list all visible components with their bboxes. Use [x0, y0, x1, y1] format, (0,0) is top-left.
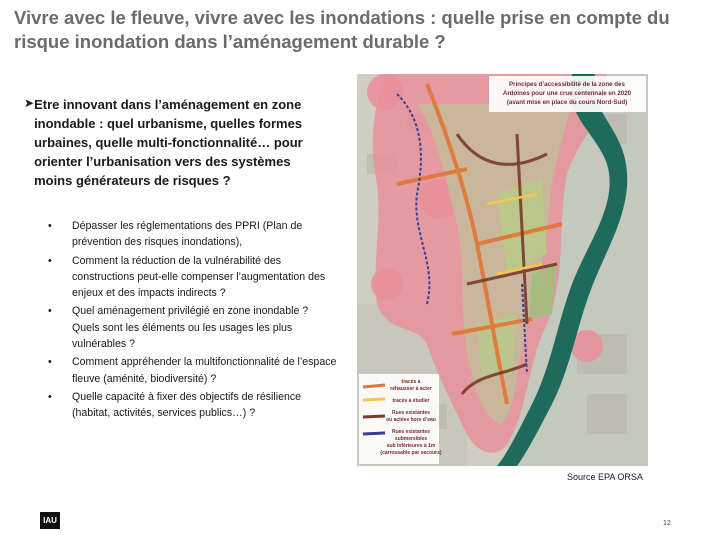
- legend-label: sub inférieures à 1m: [386, 443, 436, 449]
- legend-label: ou actées hors d’eau: [386, 417, 436, 423]
- sub-bullet-list: [48, 218, 338, 424]
- legend-label: tracés à étudier: [392, 398, 430, 404]
- list-item: • Quelle capacité à fixer des objectifs de résilience (habitat, activités, services publics…) ?: [48, 389, 338, 422]
- map-source: Source EPA ORSA: [567, 472, 643, 482]
- main-bullet: [24, 95, 329, 190]
- legend-label: tracés à: [401, 379, 421, 385]
- legend-label: réhausser à acter: [390, 386, 432, 392]
- main-bullet-text: Etre innovant dans l’aménagement en zone inondable : quel urbanisme, quelles formes urbaines, quelle multi-fonctionnalité… pour orienter l’urbanisation vers des systèmes moins générateurs de risques ?: [34, 97, 303, 188]
- bullet-dot-icon: •: [48, 390, 52, 403]
- map-title-line-2: Ardoines pour une crue centennale en 2020: [502, 90, 632, 97]
- list-item: • Dépasser les réglementations des PPRI (Plan de prévention des risques inondations),: [48, 218, 338, 251]
- slide-title: Vivre avec le fleuve, vivre avec les inondations : quelle prise en compte du risque inondation dans l’aménagement durable ?: [14, 7, 670, 52]
- bullet-dot-icon: •: [48, 356, 52, 369]
- legend-label: Rues existantes: [391, 429, 431, 435]
- legend-label: submersibles: [394, 436, 428, 442]
- arrow-bullet-icon: ➤: [24, 96, 35, 110]
- bullet-dot-icon: •: [48, 254, 52, 267]
- map-title-line-3: (avant mise en place du cours Nord-Sud): [506, 99, 628, 106]
- map-title-line-1: Principes d’accessibilité de la zone des: [509, 81, 625, 88]
- bullet-dot-icon: •: [48, 220, 52, 232]
- bullet-dot-icon: •: [48, 305, 52, 318]
- flood-zone-map: [357, 74, 648, 466]
- list-item: • Quel aménagement privilégié en zone inondable ? Quels sont les éléments ou les usages les plus vulnérables ?: [48, 303, 338, 352]
- list-item: • Comment la réduction de la vulnérabilité des constructions peut-elle compenser l’augmentation des enjeux et des impacts indirects ?: [48, 253, 338, 302]
- map-svg: [357, 74, 648, 466]
- legend-label: Rues existantes: [391, 410, 431, 416]
- list-item: • Comment appréhender la multifonctionnalité de l’espace fleuve (aménité, biodiversité) ?: [48, 354, 338, 387]
- legend-label: (carrossable par secours): [380, 450, 442, 456]
- page-number: 12: [663, 520, 671, 527]
- iau-logo: IAU: [40, 512, 60, 529]
